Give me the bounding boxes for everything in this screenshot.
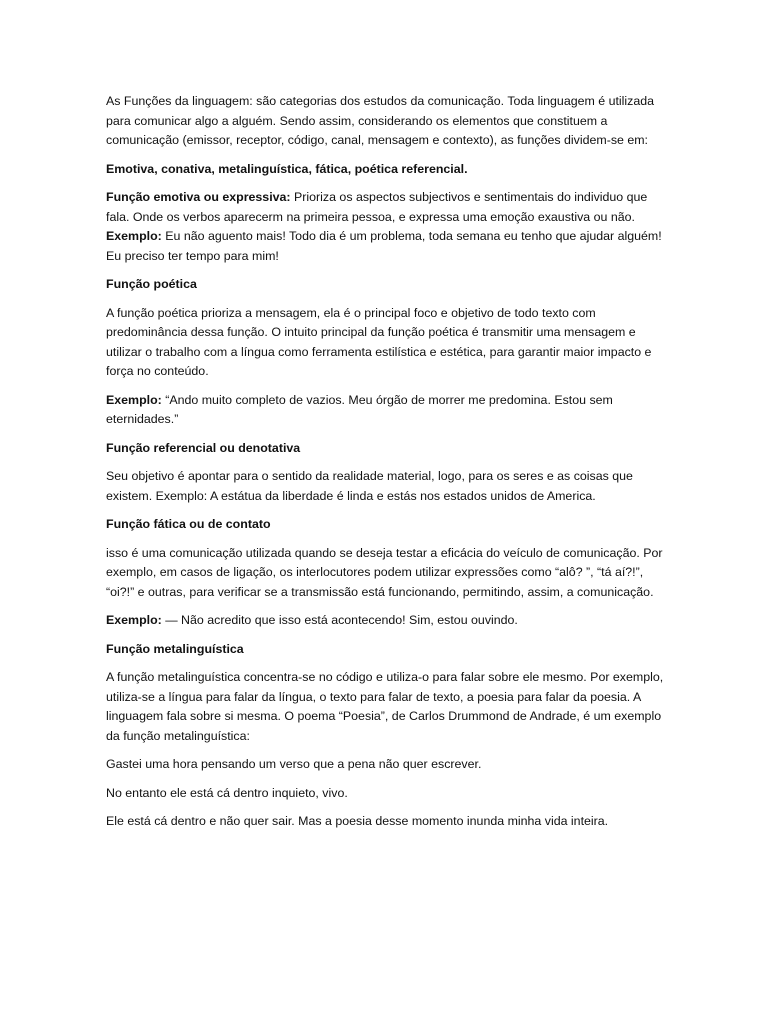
fatica-example-text: — Não acredito que isso está acontecendo! Sim, estou ouvindo. — [161, 613, 518, 627]
emotiva-example-text: Eu não aguento mais! Todo dia é um problema, toda semana eu tenho que ajudar alguém! Eu preciso ter tempo para mim! — [106, 229, 662, 263]
emotiva-example-label: Exemplo: — [106, 229, 162, 243]
functions-list: Emotiva, conativa, metalinguística, fática, poética referencial. — [106, 161, 468, 176]
referencial-heading: Função referencial ou denotativa — [106, 440, 301, 455]
fatica-example — [106, 611, 672, 631]
poetica-example — [106, 391, 672, 430]
emotiva-label: Função emotiva ou expressiva: — [106, 190, 291, 204]
fatica-heading: Função fática ou de contato — [106, 517, 271, 531]
poetica-example-label: Exemplo: — [106, 392, 162, 407]
fatica-example-label: Exemplo: — [106, 613, 162, 627]
poetica-paragraph: A função poética prioriza a mensagem, ela é o principal foco e objetivo de todo texto com predominância dessa função. O intuito principal da função poética é transmitir uma mensagem e utilizar o trabalho com a língua como ferramenta estilística e estética, para garantir maior impacto e força no conteúdo. — [106, 305, 652, 378]
referencial-paragraph: Seu objetivo é apontar para o sentido da realidade material, logo, para os seres e as coisas que existem. Exemplo: A estátua da liberdade é linda e estás nos estados unidos de America. — [106, 469, 633, 503]
fatica-paragraph: isso é uma comunicação utilizada quando se deseja testar a eficácia do veículo de comunicação. Por exemplo, em casos de ligação, os interlocutores podem utilizar expressões como “alô? ”, “tá aí?!”, “oi?!” e outras, para verificar se a transmissão está funcionando, permitindo, assim, a comunicação. — [106, 545, 663, 599]
poem-line: Ele está cá dentro e não quer sair. Mas a poesia desse momento inunda minha vida inteira. — [106, 814, 609, 828]
emotiva-paragraph — [106, 188, 672, 266]
metalinguistica-paragraph: A função metalinguística concentra-se no código e utiliza-o para falar sobre ele mesmo. Por exemplo, utiliza-se a língua para falar da língua, o texto para falar de texto, a poesia para falar da poesia. A linguagem fala sobre si mesma. O poema “Poesia”, de Carlos Drummond de Andrade, é um exemplo da função metalinguística: — [106, 670, 664, 743]
poetica-example-text: “Ando muito completo de vazios. Meu órgão de morrer me predomina. Estou sem eternidades.” — [106, 392, 613, 426]
poetica-heading: Função poética — [106, 277, 197, 291]
intro-paragraph: As Funções da linguagem: são categorias dos estudos da comunicação. Toda linguagem é utilizada para comunicar algo a alguém. Sendo assim, considerando os elementos que constituem a comunicação (emissor, receptor, código, canal, mensagem e contexto), as funções dividem-se em: — [106, 94, 655, 147]
poem-line: No entanto ele está cá dentro inquieto, vivo. — [106, 785, 348, 800]
metalinguistica-heading: Função metalinguística — [106, 641, 244, 656]
emotiva-text: Prioriza os aspectos subjectivos e sentimentais do individuo que fala. Onde os verbos aparecerm na primeira pessoa, e expressa uma emoção exaustiva ou não. — [106, 190, 648, 224]
document-page — [106, 92, 672, 841]
poem-line: Gastei uma hora pensando um verso que a pena não quer escrever. — [106, 757, 482, 771]
